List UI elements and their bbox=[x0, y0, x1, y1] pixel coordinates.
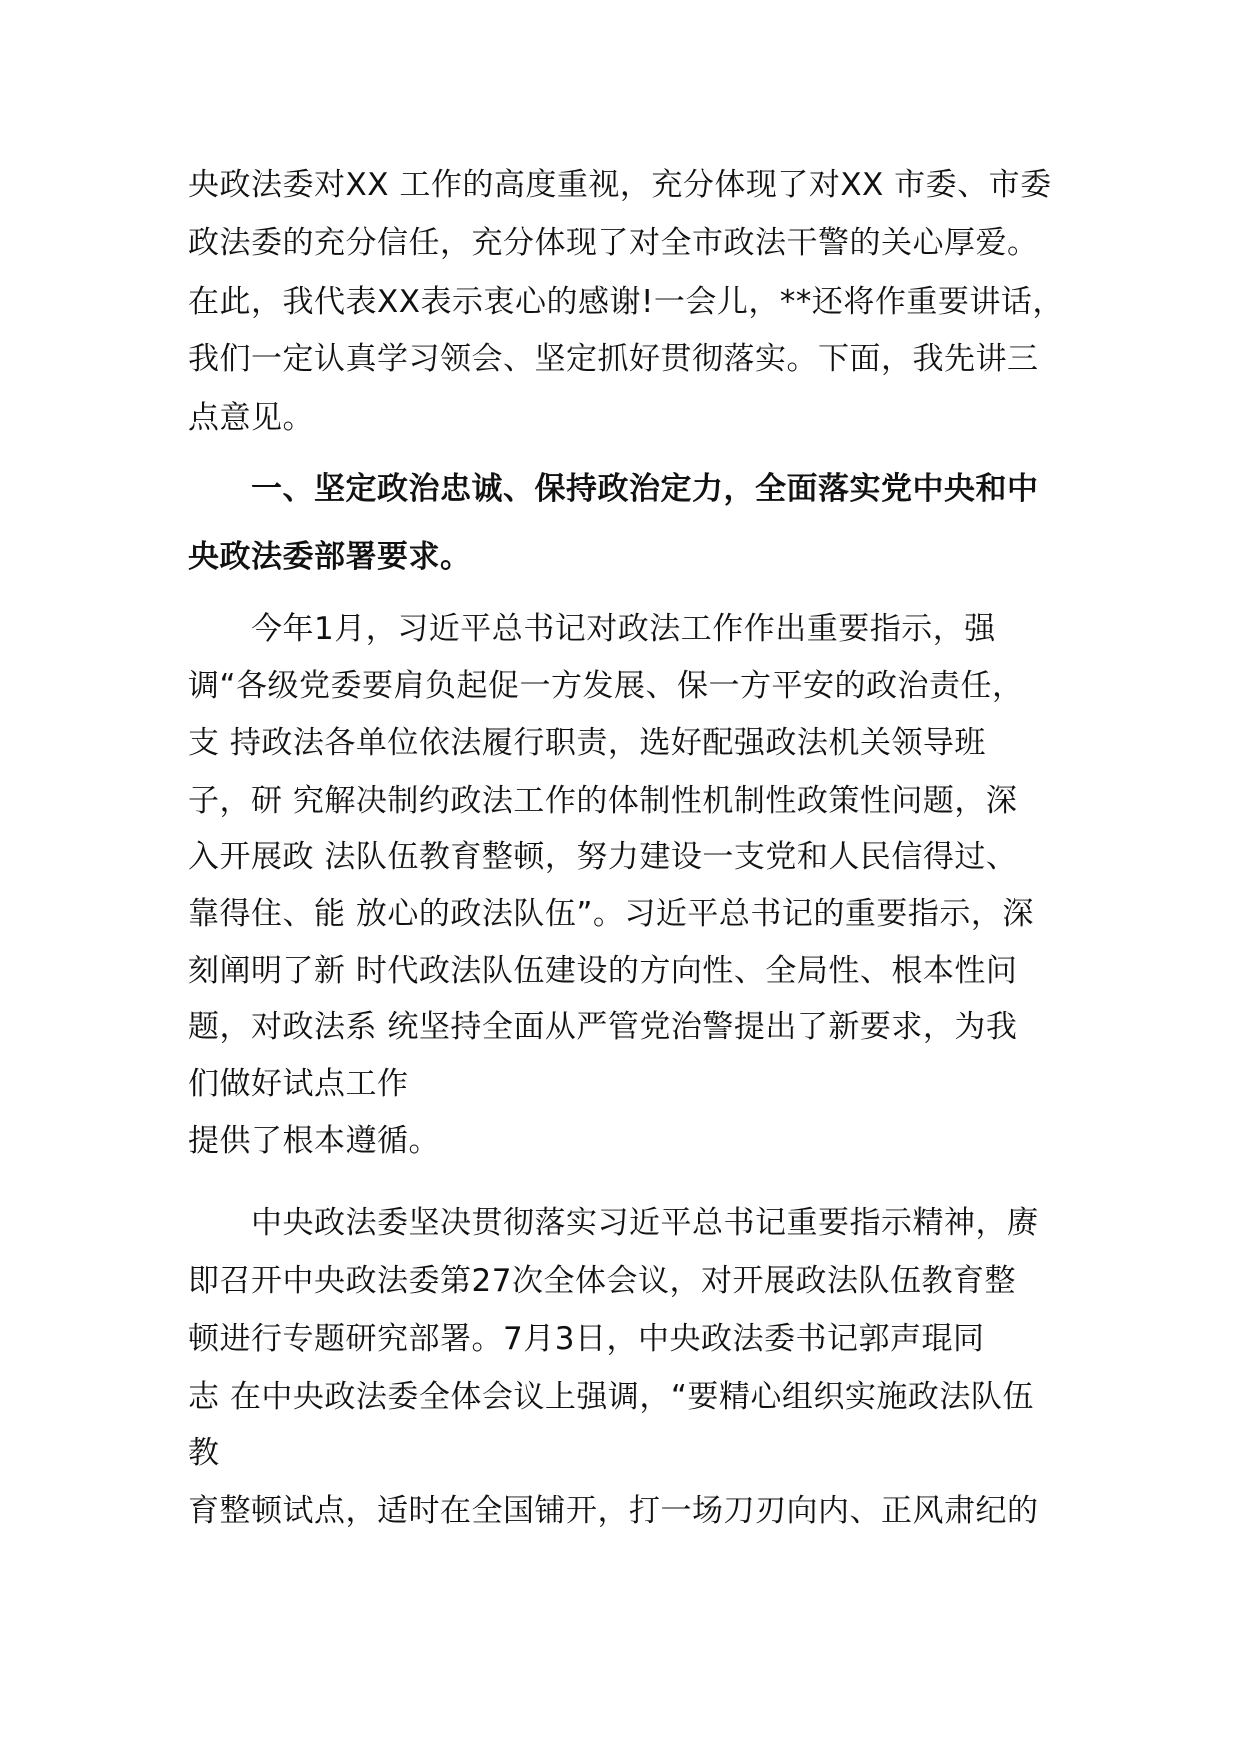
paragraph-line: 我们一定认真学习领会、坚定抓好贯彻落实。下面，我先讲三 bbox=[188, 341, 1039, 377]
paragraph-line: 志 在中央政法委全体会议上强调，“要精心组织实施政法队伍 bbox=[188, 1379, 1034, 1415]
paragraph-line: 题，对政法系 统坚持全面从严管党治警提出了新要求，为我 bbox=[188, 1009, 1018, 1045]
section-heading: 央政法委部署要求。 bbox=[188, 539, 472, 575]
paragraph-line: 央政法委对XX 工作的高度重视，充分体现了对XX 市委、市委 bbox=[188, 167, 1052, 203]
paragraph-line: 中央政法委坚决贯彻落实习近平总书记重要指示精神，赓 bbox=[251, 1205, 1039, 1241]
paragraph-line: 政法委的充分信任，充分体现了对全市政法干警的关心厚爱。 bbox=[188, 225, 1039, 261]
paragraph-line: 育整顿试点，适时在全国铺开，打一场刀刃向内、正风肃纪的 bbox=[188, 1493, 1039, 1529]
paragraph-line: 点意见。 bbox=[188, 400, 314, 436]
paragraph-line: 支 持政法各单位依法履行职责，选好配强政法机关领导班 bbox=[188, 725, 986, 761]
paragraph-line: 子，研 究解决制约政法工作的体制性机制性政策性问题，深 bbox=[188, 783, 1018, 819]
paragraph-line: 刻阐明了新 时代政法队伍建设的方向性、全局性、根本性问 bbox=[188, 953, 1018, 989]
paragraph-line: 顿进行专题研究部署。7月3日，中央政法委书记郭声琨同 bbox=[188, 1321, 985, 1357]
paragraph-line: 靠得住、能 放心的政法队伍”。习近平总书记的重要指示，深 bbox=[188, 896, 1034, 932]
paragraph-line: 今年1月，习近平总书记对政法工作作出重要指示，强 bbox=[251, 611, 996, 647]
paragraph-line: 教 bbox=[188, 1435, 220, 1471]
paragraph-line: 提供了根本遵循。 bbox=[188, 1123, 440, 1159]
paragraph-line: 在此，我代表XX表示衷心的感谢!一会儿，**还将作重要讲话， bbox=[188, 284, 1064, 320]
paragraph-line: 入开展政 法队伍教育整顿，努力建设一支党和人民信得过、 bbox=[188, 839, 1018, 875]
section-heading: 一、坚定政治忠诚、保持政治定力，全面落实党中央和中 bbox=[251, 471, 1039, 507]
paragraph-line: 即召开中央政法委第27次全体会议，对开展政法队伍教育整 bbox=[188, 1263, 1016, 1299]
paragraph-line: 调“各级党委要肩负起促一方发展、保一方平安的政治责任， bbox=[188, 668, 1024, 704]
paragraph-line: 们做好试点工作 bbox=[188, 1066, 409, 1102]
